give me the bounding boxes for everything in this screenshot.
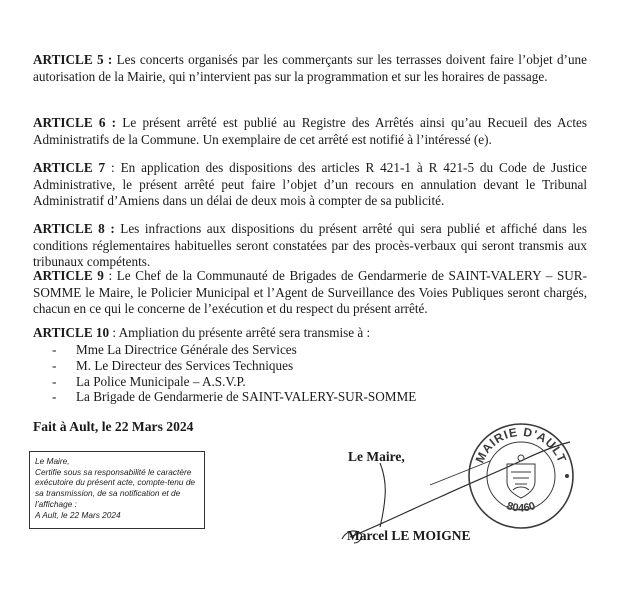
certification-line: l’affichage : xyxy=(35,498,77,509)
article-5 xyxy=(33,52,587,85)
article-6-label: ARTICLE 6 : xyxy=(33,115,117,130)
article-8-text: Les infractions aux dispositions du présent arrêté qui sera publié et affiché dans les conditions réglementaires habituelles seront constatées par des procès-verbaux qui seront transmis aux tribunaux compétents. xyxy=(33,221,587,269)
signatory-name: Marcel LE MOIGNE xyxy=(347,528,471,543)
recipient-text: M. Le Directeur des Services Techniques xyxy=(76,357,294,373)
recipient-text: La Police Municipale – A.S.V.P. xyxy=(76,373,246,389)
list-dash: - xyxy=(52,357,57,373)
stamp-bottom-text: 80460 xyxy=(505,500,537,515)
certification-line: sa transmission, de sa notification et de xyxy=(35,488,181,499)
list-dash: - xyxy=(52,389,57,405)
stamp-top-text: MAIRIE D'AULT xyxy=(472,424,570,466)
article-9-label: ARTICLE 9 xyxy=(33,268,104,283)
article-9-text: : Le Chef de la Communauté de Brigades de Gendarmerie de SAINT-VALERY – SUR-SOMME le Maire, le Policier Municipal et l’Agent de Surveillance des Voies Publiques seront chargés, chacun en ce qui le concerne de l’exécution et du respect du présent arrêté. xyxy=(33,268,587,316)
certification-line: Le Maire, xyxy=(35,456,70,466)
article-10-text: : Ampliation du présente arrêté sera transmise à : xyxy=(109,325,371,340)
list-dash: - xyxy=(52,373,57,389)
certification-box xyxy=(29,451,205,529)
signatory-title: Le Maire, xyxy=(348,449,405,464)
svg-text:MAIRIE D'AULT xyxy=(473,425,570,465)
recipient-text: La Brigade de Gendarmerie de SAINT-VALERY-SUR-SOMME xyxy=(76,389,417,405)
article-8-label: ARTICLE 8 : xyxy=(33,221,115,236)
article-8 xyxy=(33,221,587,271)
article-10 xyxy=(33,325,587,342)
article-7-text: : En application des dispositions des articles R 421-1 à R 421-5 du Code de Justice Administrative, le présent arrêté peut faire l’objet d’un recours en annulation devant le Tribunal Administratif d’Amiens dans un délai de deux mois à compter de sa publicité. xyxy=(33,160,587,208)
article-6 xyxy=(33,115,587,148)
article-6-text: Le présent arrêté est publié au Registre des Arrêtés ainsi qu’au Recueil des Actes Administratifs de la Commune. Un exemplaire de cet arrêté est notifié à l’intéressé (e). xyxy=(33,115,587,147)
list-item xyxy=(52,358,416,374)
certification-line: A Ault, le 22 Mars 2024 xyxy=(35,509,121,520)
article-5-label: ARTICLE 5 : xyxy=(33,52,113,67)
list-item xyxy=(52,342,416,358)
article-7-label: ARTICLE 7 xyxy=(33,160,106,175)
certification-line: exécutoire du présent acte, compte-tenu de xyxy=(35,477,196,488)
certification-line: Certifie sous sa responsabilité le caractère xyxy=(35,466,192,477)
list-item xyxy=(52,374,416,390)
recipient-list xyxy=(52,342,416,405)
recipient-text: Mme La Directrice Générale des Services xyxy=(76,342,297,357)
svg-text:80460 xyxy=(505,500,537,514)
article-10-label: ARTICLE 10 xyxy=(33,325,110,340)
signing-place-date: Fait à Ault, le 22 Mars 2024 xyxy=(33,419,194,434)
article-7 xyxy=(33,160,587,210)
article-5-text: Les concerts organisés par les commerçants sur les terrasses doivent faire l’objet d’une autorisation de la Mairie, qui n’intervient pas sur la programmation et sur les horaires de passage. xyxy=(33,52,587,84)
list-dash: - xyxy=(52,342,57,357)
town-hall-stamp xyxy=(463,416,579,532)
list-item xyxy=(52,389,416,405)
article-9 xyxy=(33,268,587,318)
coat-of-arms-icon xyxy=(507,455,535,498)
